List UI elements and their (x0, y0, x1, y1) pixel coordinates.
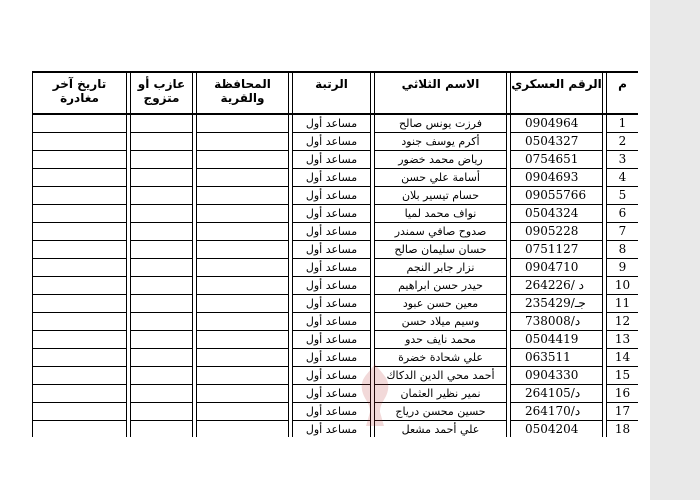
cell-marital-status (131, 205, 193, 223)
cell-rank: مساعد أول (293, 133, 371, 151)
cell-last-departure (33, 169, 127, 187)
table-row (33, 223, 639, 241)
cell-full-name: معين حسن عبود (375, 295, 507, 313)
cell-marital-status (131, 241, 193, 259)
cell-marital-status (131, 277, 193, 295)
cell-full-name: محمد نايف حدو (375, 331, 507, 349)
cell-rank: مساعد أول (293, 187, 371, 205)
cell-num: 17 (607, 403, 639, 421)
cell-full-name: حسان سليمان صالح (375, 241, 507, 259)
cell-governorate (197, 313, 289, 331)
cell-num: 3 (607, 151, 639, 169)
table-row (33, 259, 639, 277)
cell-governorate (197, 223, 289, 241)
cell-rank: مساعد أول (293, 367, 371, 385)
table-body (33, 114, 639, 437)
cell-governorate (197, 205, 289, 223)
cell-governorate (197, 385, 289, 403)
table-row (33, 403, 639, 421)
cell-num: 18 (607, 421, 639, 438)
table-row (33, 151, 639, 169)
table-row (33, 367, 639, 385)
cell-governorate (197, 403, 289, 421)
cell-num: 14 (607, 349, 639, 367)
cell-military-number: 09055766 (511, 187, 603, 205)
cell-governorate (197, 133, 289, 151)
table-row (33, 114, 639, 133)
cell-governorate (197, 367, 289, 385)
cell-last-departure (33, 313, 127, 331)
cell-num: 12 (607, 313, 639, 331)
cell-last-departure (33, 367, 127, 385)
cell-marital-status (131, 259, 193, 277)
cell-last-departure (33, 349, 127, 367)
cell-rank: مساعد أول (293, 313, 371, 331)
cell-governorate (197, 259, 289, 277)
cell-military-number: 0504419 (511, 331, 603, 349)
cell-last-departure (33, 259, 127, 277)
cell-num: 11 (607, 295, 639, 313)
cell-marital-status (131, 385, 193, 403)
header-num: م (607, 72, 639, 114)
table-row (33, 331, 639, 349)
table-header-row (33, 72, 639, 114)
cell-military-number: 0904710 (511, 259, 603, 277)
cell-last-departure (33, 385, 127, 403)
cell-marital-status (131, 187, 193, 205)
cell-rank: مساعد أول (293, 114, 371, 133)
header-military-number: الرقم العسكري (511, 72, 603, 114)
cell-full-name: رياض محمد خضور (375, 151, 507, 169)
cell-marital-status (131, 421, 193, 438)
cell-num: 1 (607, 114, 639, 133)
cell-rank: مساعد أول (293, 349, 371, 367)
cell-num: 5 (607, 187, 639, 205)
cell-rank: مساعد أول (293, 421, 371, 438)
cell-num: 7 (607, 223, 639, 241)
cell-last-departure (33, 331, 127, 349)
table-row (33, 295, 639, 313)
cell-num: 10 (607, 277, 639, 295)
cell-full-name: أحمد محي الدين الدكاك (375, 367, 507, 385)
cell-full-name: نمير نظير العثمان (375, 385, 507, 403)
cell-military-number: 264226/ د (511, 277, 603, 295)
cell-last-departure (33, 205, 127, 223)
cell-governorate (197, 277, 289, 295)
personnel-table (32, 71, 638, 437)
cell-governorate (197, 151, 289, 169)
cell-full-name: حيدر حسن ابراهيم (375, 277, 507, 295)
cell-marital-status (131, 133, 193, 151)
cell-full-name: فرزت يونس صالح (375, 114, 507, 133)
cell-rank: مساعد أول (293, 241, 371, 259)
cell-full-name: نواف محمد لميا (375, 205, 507, 223)
table-row (33, 277, 639, 295)
document-table-area (32, 71, 638, 437)
cell-military-number: 0751127 (511, 241, 603, 259)
cell-rank: مساعد أول (293, 205, 371, 223)
table-row (33, 133, 639, 151)
cell-last-departure (33, 277, 127, 295)
cell-rank: مساعد أول (293, 295, 371, 313)
table-row (33, 349, 639, 367)
table-row (33, 187, 639, 205)
table-row (33, 385, 639, 403)
cell-full-name: علي شحادة خضرة (375, 349, 507, 367)
cell-rank: مساعد أول (293, 403, 371, 421)
cell-military-number: 0905228 (511, 223, 603, 241)
cell-governorate (197, 349, 289, 367)
cell-full-name: حسين محسن درياج (375, 403, 507, 421)
table-row (33, 421, 639, 438)
cell-rank: مساعد أول (293, 331, 371, 349)
cell-full-name: صدوح صافي سمندر (375, 223, 507, 241)
cell-governorate (197, 187, 289, 205)
cell-num: 16 (607, 385, 639, 403)
cell-marital-status (131, 114, 193, 133)
cell-governorate (197, 295, 289, 313)
cell-rank: مساعد أول (293, 259, 371, 277)
cell-num: 9 (607, 259, 639, 277)
cell-full-name: حسام تيسير بلان (375, 187, 507, 205)
cell-marital-status (131, 151, 193, 169)
cell-military-number: 0504324 (511, 205, 603, 223)
cell-governorate (197, 114, 289, 133)
cell-marital-status (131, 331, 193, 349)
cell-num: 15 (607, 367, 639, 385)
cell-last-departure (33, 403, 127, 421)
cell-military-number: 264170/د (511, 403, 603, 421)
cell-last-departure (33, 187, 127, 205)
cell-military-number: 0904964 (511, 114, 603, 133)
table-row (33, 205, 639, 223)
cell-num: 13 (607, 331, 639, 349)
cell-rank: مساعد أول (293, 169, 371, 187)
cell-num: 2 (607, 133, 639, 151)
cell-marital-status (131, 169, 193, 187)
side-panel (650, 0, 700, 500)
cell-full-name: وسيم ميلاد حسن (375, 313, 507, 331)
header-governorate: المحافظة والقرية (197, 72, 289, 114)
cell-military-number: 0904330 (511, 367, 603, 385)
cell-last-departure (33, 133, 127, 151)
cell-military-number: 0754651 (511, 151, 603, 169)
cell-marital-status (131, 295, 193, 313)
cell-full-name: أكرم يوسف جنود (375, 133, 507, 151)
cell-rank: مساعد أول (293, 151, 371, 169)
cell-marital-status (131, 367, 193, 385)
table-row (33, 169, 639, 187)
cell-marital-status (131, 349, 193, 367)
header-last-departure: تاريخ آخر مغادرة (33, 72, 127, 114)
cell-rank: مساعد أول (293, 223, 371, 241)
cell-military-number: 235429/جـ (511, 295, 603, 313)
cell-num: 8 (607, 241, 639, 259)
header-marital-status: عازب أو متزوج (131, 72, 193, 114)
table-row (33, 313, 639, 331)
cell-last-departure (33, 151, 127, 169)
cell-rank: مساعد أول (293, 385, 371, 403)
cell-full-name: نزار جابر النجم (375, 259, 507, 277)
cell-full-name: علي أحمد مشعل (375, 421, 507, 438)
cell-governorate (197, 331, 289, 349)
cell-rank: مساعد أول (293, 277, 371, 295)
cell-military-number: 0504327 (511, 133, 603, 151)
cell-governorate (197, 169, 289, 187)
cell-governorate (197, 421, 289, 438)
cell-military-number: 0504204 (511, 421, 603, 438)
cell-num: 4 (607, 169, 639, 187)
cell-last-departure (33, 241, 127, 259)
cell-marital-status (131, 403, 193, 421)
cell-last-departure (33, 421, 127, 438)
header-full-name: الاسم الثلاثي (375, 72, 507, 114)
cell-full-name: أسامة علي حسن (375, 169, 507, 187)
cell-military-number: 063511 (511, 349, 603, 367)
cell-marital-status (131, 223, 193, 241)
cell-governorate (197, 241, 289, 259)
table-row (33, 241, 639, 259)
cell-num: 6 (607, 205, 639, 223)
header-rank: الرتبة (293, 72, 371, 114)
watermark-emblem (350, 360, 400, 430)
cell-last-departure (33, 114, 127, 133)
cell-military-number: 0904693 (511, 169, 603, 187)
cell-military-number: 738008/د (511, 313, 603, 331)
cell-last-departure (33, 295, 127, 313)
cell-last-departure (33, 223, 127, 241)
cell-marital-status (131, 313, 193, 331)
cell-military-number: 264105/د (511, 385, 603, 403)
